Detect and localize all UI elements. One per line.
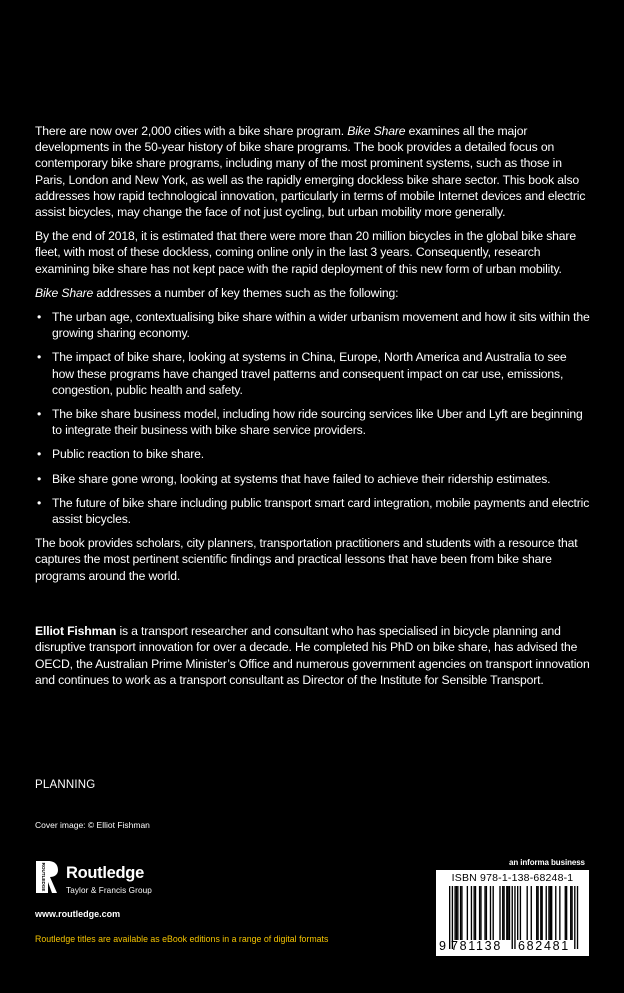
barcode-bar — [536, 886, 537, 940]
publisher-block — [35, 860, 235, 920]
barcode-bar — [506, 886, 507, 940]
barcode-bar — [517, 886, 518, 940]
list-item-text: The future of bike share including public transport smart card integration, mobile payments and electric assist bicycles. — [52, 495, 590, 527]
list-item-text: The urban age, contextualising bike share within a wider urbanism movement and how it sits within the growing sharing economy. — [52, 310, 590, 341]
blurb-paragraph-2: By the end of 2018, it is estimated that there were more than 20 million bicycles in the global bike share fleet, with most of these dockless, coming online only in the last 3 years. Consequently, research examining bike share has not kept pace with the rapid deployment of this new form of urban mobility. — [35, 229, 576, 276]
publisher-name: Routledge — [66, 864, 144, 882]
barcode-bar — [484, 886, 485, 940]
bullet: • — [37, 495, 42, 510]
subject-category: PLANNING — [35, 779, 96, 791]
author-name: Elliot Fishman — [35, 624, 117, 639]
book-title: Bike Share — [35, 285, 94, 300]
barcode-bar — [507, 886, 508, 940]
bullet: • — [37, 310, 42, 325]
author-bio — [35, 623, 591, 688]
barcode-digits — [436, 939, 589, 955]
barcode-bar — [480, 886, 481, 940]
barcode-bar — [555, 886, 556, 940]
book-title: Bike Share — [347, 124, 406, 138]
routledge-logo-icon — [35, 860, 59, 894]
barcode-bar — [520, 886, 521, 940]
blurb-text: examines all the major developments in the 50-year history of bike share programs. The book provides a detailed focus on contemporary bike share programs, including many of the most prominent systems, such as those in Paris, London and New York, as well as the rapidly emerging dockless bike share sector. This book also addresses how rapid technological innovation, particularly in terms of mobile Internet devices and electric assist bicycles, may change the face of not just cycling, but urban mobility more generally. — [35, 124, 586, 220]
publisher-group: Taylor & Francis Group — [66, 886, 152, 895]
themes-list — [35, 309, 591, 527]
barcode-bar — [467, 886, 468, 940]
list-item — [35, 446, 591, 462]
barcode-bar — [546, 886, 547, 940]
list-item — [35, 495, 591, 527]
bullet: • — [37, 350, 42, 365]
barcode-bar — [509, 886, 510, 940]
isbn-barcode — [436, 870, 589, 956]
blurb-text: addresses a number of key themes such as the following: — [93, 285, 399, 300]
cover-credit: Cover image: © Elliot Fishman — [35, 820, 150, 830]
blurb-paragraph-4: The book provides scholars, city planners, transportation practitioners and students with a resource that captures the most pertinent scientific findings and practical lessons that have been from bike share programs around the world. — [35, 536, 578, 583]
blurb-text: There are now over 2,000 cities with a bike share program. — [35, 124, 348, 138]
barcode-bar — [570, 886, 571, 940]
bullet: • — [37, 471, 42, 486]
list-item-text: The bike share business model, including how ride sourcing services like Uber and Lyft are beginning to integrate their business with bike share service providers. — [52, 407, 583, 438]
barcode-bar — [531, 886, 532, 940]
barcode-digits-right: 682481 — [518, 939, 570, 953]
barcode-bar — [493, 886, 494, 940]
barcode-bar — [537, 886, 538, 940]
barcode-bar — [457, 886, 458, 940]
barcode-bar — [471, 886, 472, 940]
barcode-bar — [473, 886, 474, 940]
list-item — [35, 406, 591, 438]
list-item-text: Public reaction to bike share. — [52, 447, 204, 462]
barcode-bar — [461, 886, 462, 940]
barcode-bar — [502, 886, 503, 940]
barcode-bar — [475, 886, 476, 940]
barcode-bar — [566, 886, 567, 940]
blurb-paragraph-1 — [35, 123, 591, 220]
list-item — [35, 471, 591, 487]
ebook-note: Routledge titles are available as eBook editions in a range of digital formats — [35, 934, 329, 944]
barcode-bar — [456, 886, 457, 940]
barcode-bar — [479, 886, 480, 940]
blurb — [35, 123, 591, 592]
barcode-bar — [490, 886, 491, 940]
barcode-bar — [551, 886, 552, 940]
barcode-bar — [565, 886, 566, 940]
logo-vertical-text: ROUTLEDGE — [41, 862, 46, 892]
barcode-digit-first: 9 — [439, 939, 446, 953]
barcode-digits-left: 781138 — [451, 939, 502, 953]
barcode-bar — [486, 886, 487, 940]
barcode-bar — [541, 886, 542, 940]
author-bio-text: is a transport researcher and consultant who has specialised in bicycle planning and disruptive transport innovation for over a decade. He completed his PhD on bike share, has advised the OECD, the Australian Prime Minister’s Office and numerous government agencies on transport innovation and continues to work as a transport consultant as Director of the Institute for Sensible Transport. — [35, 624, 590, 687]
isbn-label: ISBN 978-1-138-68248-1 — [451, 872, 574, 884]
barcode-bar — [548, 886, 549, 940]
list-item — [35, 349, 591, 398]
barcode-bar — [503, 886, 504, 940]
list-item-text: Bike share gone wrong, looking at systems that have failed to achieve their ridership estimates. — [52, 471, 551, 486]
blurb-paragraph-3 — [35, 285, 591, 301]
list-item — [35, 309, 591, 341]
barcode-bar — [571, 886, 572, 940]
bullet: • — [37, 407, 42, 422]
barcode-bar — [460, 886, 461, 940]
bullet: • — [37, 447, 42, 462]
informa-tagline: an informa business — [509, 858, 585, 867]
list-item-text: The impact of bike share, looking at systems in China, Europe, North America and Australia to see how these programs have changed travel patterns and consequent impact on car use, emissions, congestion, public health and safety. — [52, 350, 567, 397]
barcode-bar — [550, 886, 551, 940]
barcode-bar — [454, 886, 455, 940]
barcode-bar — [527, 886, 528, 940]
barcode-bar — [499, 886, 500, 940]
barcode-bar — [540, 886, 541, 940]
publisher-url[interactable]: www.routledge.com — [35, 909, 121, 919]
barcode-bar — [559, 886, 560, 940]
